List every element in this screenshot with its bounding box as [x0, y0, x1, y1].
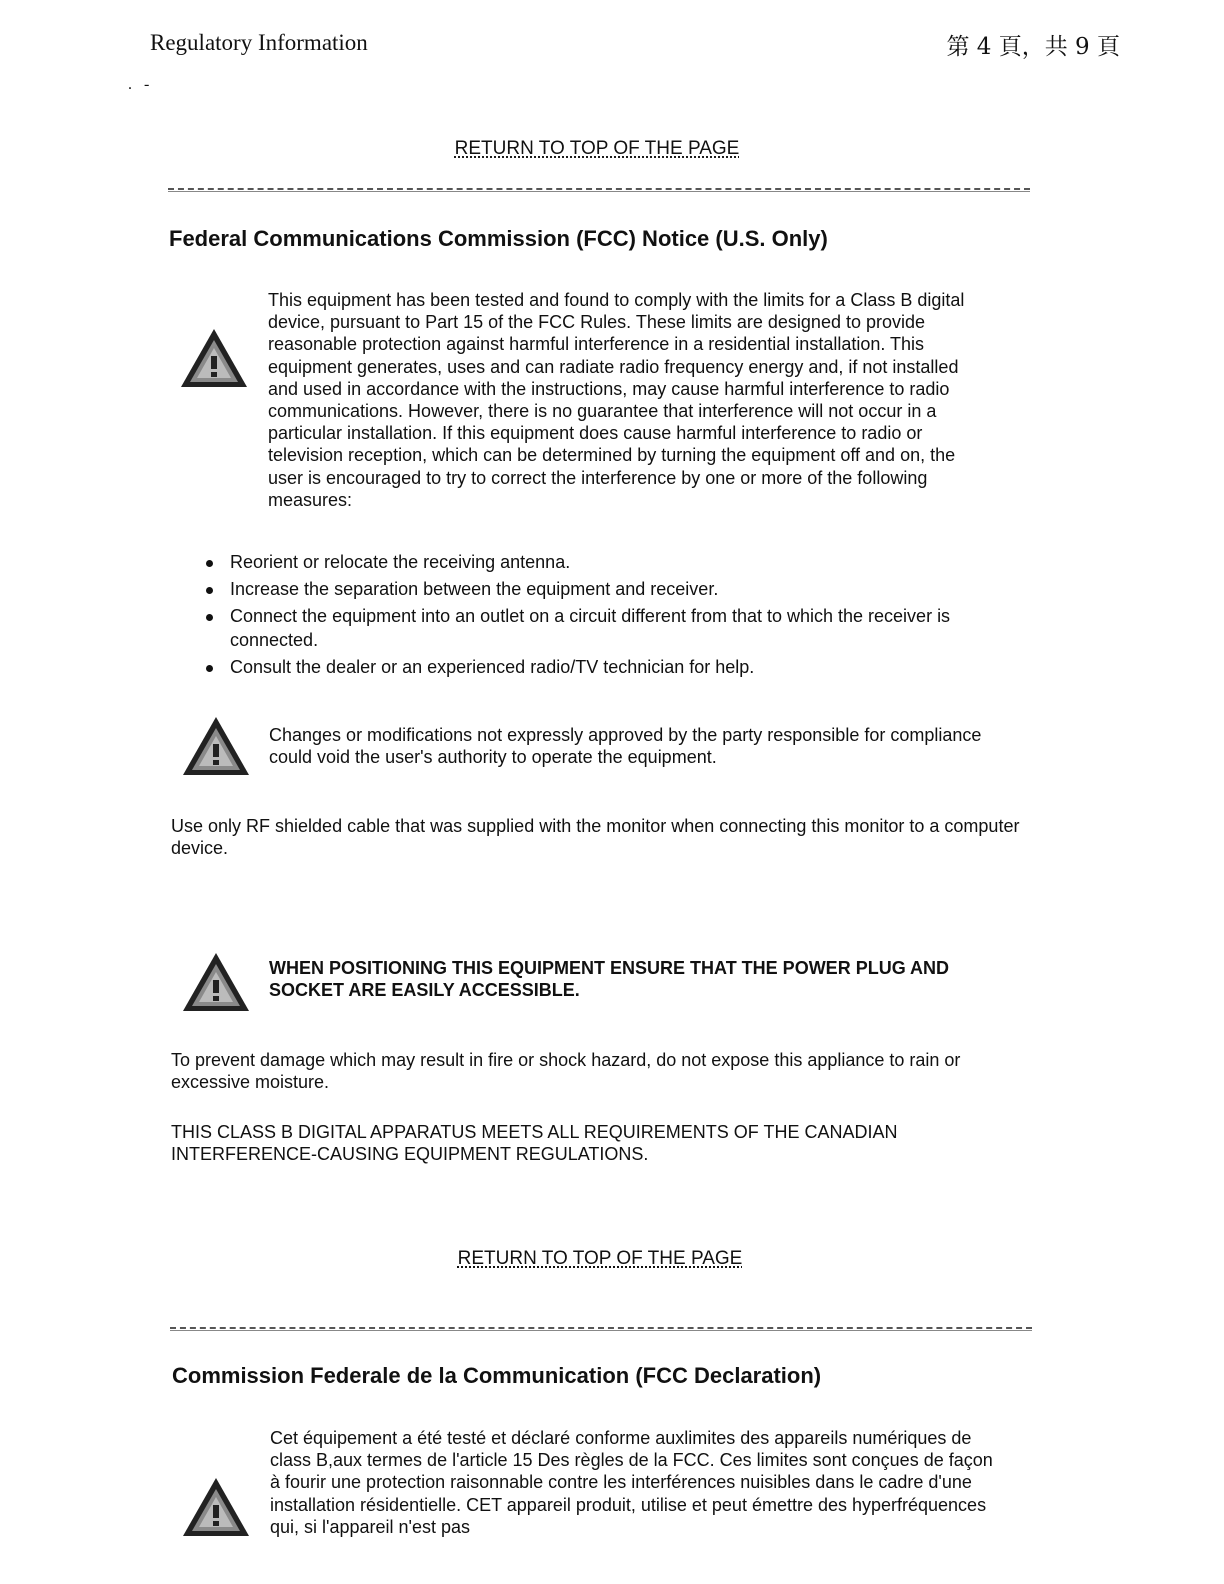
list-item: Consult the dealer or an experienced radio/TV technician for help. [204, 655, 1034, 679]
power-plug-warning-text: WHEN POSITIONING THIS EQUIPMENT ENSURE THAT THE POWER PLUG AND SOCKET ARE EASILY ACCESSIBLE. [269, 958, 950, 1001]
shielded-cable-note: Use only RF shielded cable that was supplied with the monitor when connecting this monitor to a computer device. [171, 816, 1020, 859]
header-marks: . - [128, 76, 154, 93]
section-divider [168, 188, 1030, 190]
return-to-top-link[interactable]: RETURN TO TOP OF THE PAGE [454, 138, 740, 159]
return-to-top-link[interactable]: RETURN TO TOP OF THE PAGE [457, 1248, 743, 1269]
section-divider [170, 1327, 1032, 1329]
warning-triangle-icon [178, 326, 250, 390]
fcc-intro-paragraph: This equipment has been tested and found to comply with the limits for a Class B digital device, pursuant to Part 15 of the FCC Rules. These limits are designed to provide reasonable protection against harmful interference in a residential installation. This equipment generates, uses and can radiate radio frequency energy and, if not installed and used in accordance with the instructions, may cause harmful interference to radio communications. However, there is no guarantee that interference will not occur in a particular installation. If this equipment does cause harmful interference to radio or television reception, which can be determined by turning the equipment off and on, the user is encouraged to try to correct the interference by one or more of the following measures: [268, 290, 965, 510]
list-item: Connect the equipment into an outlet on a circuit different from that to which the receiver is connected. [204, 604, 1034, 652]
document-header-title: Regulatory Information [150, 30, 368, 55]
list-item: Reorient or relocate the receiving antenna. [204, 550, 1034, 574]
interference-measures-list [204, 550, 1034, 682]
page-indicator: 第 4 頁，共 9 頁 [946, 34, 1120, 60]
moisture-warning-text: To prevent damage which may result in fire or shock hazard, do not expose this appliance to rain or excessive moisture. [171, 1050, 961, 1093]
modifications-warning-text: Changes or modifications not expressly approved by the party responsible for compliance could void the user's authority to operate the equipment. [269, 725, 982, 768]
fcc-declaration-heading: Commission Federale de la Communication (FCC Declaration) [172, 1363, 822, 1388]
warning-triangle-icon [180, 1475, 252, 1539]
fcc-notice-heading: Federal Communications Commission (FCC) Notice (U.S. Only) [169, 226, 828, 251]
fcc-declaration-paragraph: Cet équipement a été testé et déclaré conforme auxlimites des appareils numériques de class B,aux termes de l'article 15 Des règles de la FCC. Ces limites sont conçues de façon à fourir une protection raisonnable contre les interférences nuisibles dans le cadre d'une installation résidentielle. CET appareil produit, utilise et peut émettre des hyperfréquences qui, si l'appareil n'est pas [270, 1428, 993, 1537]
warning-triangle-icon [180, 950, 252, 1014]
list-item: Increase the separation between the equipment and receiver. [204, 577, 1034, 601]
canadian-compliance-text: THIS CLASS B DIGITAL APPARATUS MEETS ALL REQUIREMENTS OF THE CANADIAN INTERFERENCE-CAUSING EQUIPMENT REGULATIONS. [171, 1122, 898, 1165]
warning-triangle-icon [180, 714, 252, 778]
